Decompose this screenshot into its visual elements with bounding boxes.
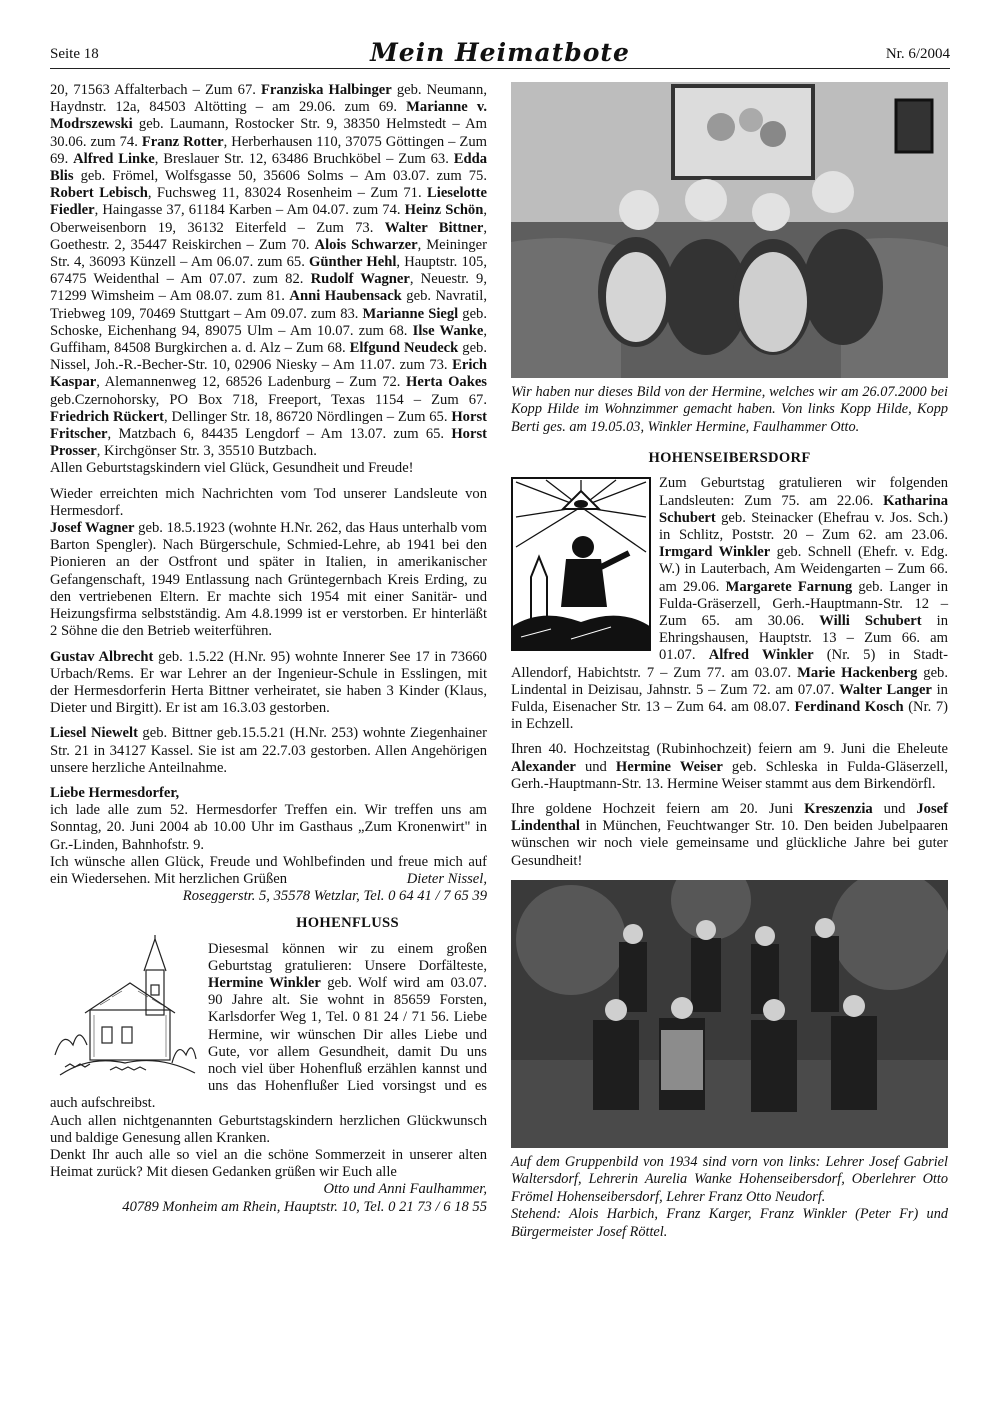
photo2-caption-front: Auf dem Gruppenbild von 1934 sind vorn von links: Lehrer Josef Gabriel Waltersdorf, Lehrerin Aurelia Wanke Hohenseibersdorf, Oberlehrer Otto Frömel Hohenseibersdorf, Lehrer Franz Otto Neudorf. (511, 1153, 948, 1205)
hohenseibersdorf-title: HOHENSEIBERSDORF (648, 450, 811, 467)
group-photo-image (511, 880, 948, 1148)
right-column (511, 82, 948, 1241)
person-name: Ferdinand Kosch (794, 699, 904, 716)
person-name: Friedrich Rückert (50, 408, 165, 425)
birthday-list: 20, 71563 Affalterbach – Zum 67. Franziska Halbinger geb. Neumann, Haydnstr. 12a, 84503 Altötting – am 29.06. zum 69. Marianne v. Modrszewski geb. Laumann, Rostocker Str. 9, 38350 Helmstedt – Am 30.06. zum 74. Franz Rotter, Herberhausen 110, 37075 Göttingen – Zum 69. Alfred Linke, Breslauer Str. 12, 63486 Bruchköbel – Zum 63. Edda Blis geb. Frömel, Wolfsgasse 50, 35606 Solms – Am 03.07. zum 75. Robert Lebisch, Fuchsweg 11, 83024 Rosenheim – Zum 71. Lieselotte Fiedler, Haingasse 37, 61184 Karben – Am 04.07. zum 74. Heinz Schön, Oberweisenborn 19, 36132 Eiterfeld – Zum 73. Walter Bittner, Goethestr. 2, 35447 Reiskirchen – Zum 70. Alois Schwarzer, Meininger Str. 4, 36093 Künzell – Am 06.07. zum 65. Günther Hehl, Hauptstr. 105, 67475 Weidenthal – Am 07.07. zum 82. Rudolf Wagner, Neuestr. 9, 71299 Wimsheim – Am 08.07. zum 81. Anni Haubensack geb. Navratil, Triebweg 109, 70469 Stuttgart – Am 09.07. zum 83. Marianne Siegl geb. Schoske, Eichenhang 94, 89075 Ulm – Am 10.07. zum 68. Ilse Wanke, Guffiham, 84508 Burgkirchen a. d. Alz – Zum 68. Elfgund Neudeck geb. Nissel, Joh.-R.-Becher-Str. 10, 02906 Niesky – Am 11.07. zum 73. Erich Kaspar, Alemannenweg 12, 68526 Ladenburg – Zum 72. Herta Oakes geb.Czernohorsky, PO Box 718, Freeport, Texas 1154 – Zum 67. Friedrich Rückert, Dellinger Str. 18, 86720 Nördlingen – Zum 65. Horst Fritscher, Matzbach 6, 84435 Lengdorf – Am 13.07. zum 65. Horst Prosser, Kirchgönser Str. 3, 35510 Butzbach. (50, 82, 488, 460)
person-name: Katharina Schubert (659, 492, 948, 526)
person-name: Franziska Halbinger (260, 82, 392, 98)
person-name: Josef Wagner (50, 520, 135, 537)
person-name: Walter Langer (839, 681, 932, 698)
person-name: Hermine Winkler (208, 974, 321, 991)
letter-body: ich lade alle zum 52. Hermesdorfer Treffen ein. Wir treffen uns am Sonntag, 20. Juni 2004 ab 10.00 Uhr im Gasthaus „Zum Kronenwirt" in Gr.-Linden, Bahnhofstr. 9. (50, 802, 487, 853)
person-name: Heinz Schön (404, 202, 484, 219)
person-name: Alois Schwarzer (314, 236, 418, 253)
page-header (50, 38, 950, 69)
letter-wish (50, 854, 487, 888)
golden-wedding: Ihre goldene Hochzeit feiern am 20. Juni Kreszenzia und Josef Lindenthal in München, Feuchtwanger Str. 10. Den beiden Jubelpaaren wünschen wir noch viele gemeinsame und glückliche Jahre bei guter Gesundheit! (511, 801, 948, 869)
person-name: Robert Lebisch (50, 185, 148, 202)
obituary-wagner: Josef Wagner geb. 18.5.1923 (wohnte H.Nr. 262, das Haus unterhalb vom Barton Spengler). Nach Bürgerschule, Schmied-Lehre, ab 1941 bei den Pionieren an der Ostfront und später in Italien, in amerikanischer Gefangenschaft, 1949 Entlassung nach Grüntegernbach Kreis Erding, zu den vertriebenen Eltern. Er machte sich 1954 mit einer Sanitär- und Heizungsfirma selbstständig. Am 4.8.1999 ist er verstorben. Er hinterläßt 2 Söhne die den Betrieb weiterführen. (50, 520, 487, 640)
person-name: Rudolf Wagner (310, 271, 410, 288)
hohenfluss-address: 40789 Monheim am Rhein, Hauptstr. 10, Tel. 0 21 73 / 6 18 55 (122, 1198, 487, 1215)
birthday-wish: Allen Geburtstagskindern viel Glück, Gesundheit und Freude! (50, 460, 414, 477)
sofa-photo-image (511, 82, 948, 378)
person-name: Lieselotte Fiedler (50, 185, 488, 219)
issue-number: Nr. 6/2004 (885, 46, 950, 62)
person-name: Herta Oakes (406, 374, 487, 391)
person-name: Horst Prosser (50, 426, 487, 460)
person-name: Alfred Winkler (708, 647, 814, 664)
photo1-caption: Wir haben nur dieses Bild von der Hermine, welches wir am 26.07.2000 bei Kopp Hilde im Wohnzimmer gemacht haben. Von links Kopp Hilde, Kopp Berti ges. am 19.05.03, Winkler Hermine, Faulhammer Otto. (511, 384, 948, 435)
letter-address: Roseggerstr. 5, 35578 Wetzlar, Tel. 0 64 41 / 7 65 39 (182, 888, 487, 905)
group-photo-1934 (511, 880, 948, 1148)
person-name: Franz Rotter (141, 133, 224, 150)
person-name: Irmgard Winkler (659, 544, 771, 561)
obituary-niewelt: Liesel Niewelt geb. Bittner geb.15.5.21 (H.Nr. 253) wohnte Ziegenhainer Str. 21 in 34127 Kassel. Sie ist am 22.7.03 gestorben. Allen Angehörigen unsere herzliche Anteilnahme. (50, 725, 487, 776)
person-name: Edda Blis (50, 150, 487, 185)
person-name: Alexander (511, 758, 576, 775)
letter-greeting: Liebe Hermesdorfer, (50, 784, 180, 801)
person-name: Ilse Wanke (412, 322, 484, 339)
person-name: Liesel Niewelt (50, 725, 138, 742)
hohenseibersdorf-birthdays: Zum Geburtstag gratulieren wir folgenden Landsleuten: Zum 75. am 22.06. Katharina Schubert geb. Steinacker (Ehefrau v. Jos. Sch.) in Schlitz, Poststr. 20 – Zum 62. am 23.06. Irmgard Winkler geb. Schnell (Ehefr. v. Edg. W.) in Lauterbach, Am Weidengarten – Zum 66. am 29.06. Margarete Farnung geb. Langer in Fulda-Gräserzell, Gerh.-Hauptmann-Str. 12 – Zum 65. am 30.06. Willi Schubert in Ehringshausen, Hauptstr. 13 – Zum 66. am 01.07. Alfred Winkler (Nr. 5) in Stadt-Allendorf, Habichtstr. 7 – Zum 77. am 03.07. Marie Hackenberg geb. Lindental in Deizisau, Jahnstr. 5 – Zum 72. am 07.07. Walter Langer in Fulda, Eisenacher Str. 13 – Zum 64. am 08.07. Ferdinand Kosch (Nr. 7) in Echzell. (511, 475, 949, 733)
invitation-letter (50, 785, 487, 905)
hohenfluss-text: Diesesmal können wir zu einem großen Geburtstag gratulieren: Unsere Dorfälteste, Hermine Winkler geb. Wolf wird am 03.07. 90 Jahre alt. Sie wohnt in 85659 Forsten, Karlsdorfer Weg 1, Tel. 0 81 24 / 71 56. Liebe Hermine, wir wünschen Dir alles Liebe und Gute, vor allem Gesundheit, damit Du uns noch viel über Hohenfluß erzählen kannst und uns das Hohenflußer Lied vorsingst und es auch aufschreibst. (50, 940, 487, 1112)
person-name: Marianne Siegl (362, 305, 459, 322)
person-name: Erich Kaspar (50, 357, 487, 391)
woodcut-icon (511, 477, 651, 651)
person-name: Gustav Albrecht (50, 648, 154, 665)
obituary-albrecht: Gustav Albrecht geb. 1.5.22 (H.Nr. 95) wohnte Innerer See 17 in 73660 Urbach/Rems. Er war Lehrer an der Ingenieur-Schule in Esslingen, mit der Hermesdorferin Herta Bittner verheiratet, sie haben 3 Kinder (Klaus, Dieter und Birgitt). Er ist am 16.3.03 gestorben. (50, 648, 487, 717)
person-name: Elfgund Neudeck (349, 340, 459, 357)
person-name: Kreszenzia (804, 801, 873, 818)
hohenfluss-title: HOHENFLUSS (296, 915, 399, 932)
left-column (50, 82, 487, 1216)
hohenfluss-wish: Auch allen nichtgenannten Geburtstagskindern herzlichen Glückwunsch und baldige Genesung allen Kranken. (50, 1112, 487, 1146)
photo-four-seniors (511, 82, 948, 378)
letter-wish-text: Ich wünsche allen Glück, Freude und Wohlbefinden und freue mich auf ein Wiedersehen. Mit herzlichen Grüßen (50, 853, 487, 887)
person-name: Marianne v. Modrszewski (50, 99, 487, 133)
person-name: Margarete Farnung (725, 578, 853, 595)
ruby-wedding: Ihren 40. Hochzeitstag (Rubinhochzeit) feiern am 9. Juni die Eheleute Alexander und Hermine Weiser geb. Schleska in Fulda-Gläserzell, Gerh.-Hauptmann-Str. 13. Hermine Weiser stammt aus dem Birkendörfl. (511, 741, 948, 792)
masthead-title: Mein Heimatbote (370, 38, 630, 67)
deaths-intro: Wieder erreichten mich Nachrichten vom Tod unserer Landsleute von Hermesdorf. (50, 485, 487, 519)
person-name: Josef Lindenthal (511, 801, 948, 835)
hohenfluss-signature: Otto und Anni Faulhammer, (323, 1181, 487, 1198)
page-number: Seite 18 (50, 46, 99, 62)
church-icon (50, 935, 200, 1085)
person-name: Günther Hehl (309, 254, 397, 271)
person-name: Anni Haubensack (289, 288, 402, 305)
person-name: Hermine Weiser (615, 758, 723, 775)
letter-signature: Dieter Nissel, (406, 870, 487, 887)
photo2-caption-standing: Stehend: Alois Harbich, Franz Karger, Franz Winkler (Peter Fr) und Bürgermeister Josef Röttel. (511, 1206, 948, 1240)
woodcut-emblem (511, 477, 651, 656)
church-drawing (50, 935, 200, 1090)
person-name: Willi Schubert (819, 613, 922, 630)
person-name: Marie Hackenberg (797, 664, 918, 681)
hohenfluss-closing: Denkt Ihr auch alle so viel an die schöne Sommerzeit in unserer alten Heimat zurück? Mit diesen Gedanken grüßen wir Euch alle (50, 1146, 487, 1181)
person-name: Horst Fritscher (50, 408, 487, 443)
person-name: Walter Bittner (384, 219, 484, 236)
person-name: Alfred Linke (73, 150, 155, 167)
